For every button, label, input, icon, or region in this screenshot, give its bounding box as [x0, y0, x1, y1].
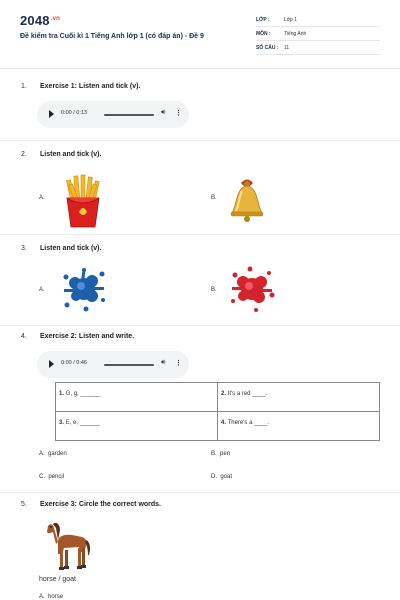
option-text: pencil — [48, 474, 65, 480]
question-number: 3. — [21, 245, 27, 252]
option-b[interactable] — [211, 451, 230, 457]
logo-text: 2048 — [20, 13, 50, 28]
cell-text: There's a ____. — [227, 420, 270, 426]
cell-text: G, g, ______ — [65, 391, 101, 397]
meta-count-row — [256, 44, 380, 55]
french-fries-icon[interactable] — [61, 174, 105, 228]
audio-time: 0:00 / 0:13 — [61, 110, 87, 116]
option-letter[interactable]: B. — [211, 287, 217, 293]
option-a[interactable] — [39, 451, 67, 457]
meta-key: SỐ CÂU : — [256, 45, 279, 51]
option-letter: A. — [39, 451, 45, 457]
audio-time: 0:00 / 0:46 — [61, 360, 87, 366]
option-letter: B. — [211, 451, 217, 457]
question-text: Exercise 2: Listen and write. — [40, 333, 135, 340]
meta-value: Tiếng Anh — [284, 31, 307, 37]
page-title: Đề kiểm tra Cuối kì 1 Tiếng Anh lớp 1 (có đáp án) - Đề 9 — [20, 33, 204, 40]
option-letter: C. — [39, 474, 45, 480]
meta-value: 11 — [284, 45, 290, 51]
option-text: goat — [220, 474, 233, 480]
option-letter: D. — [211, 474, 217, 480]
meta-value: Lớp 1 — [284, 17, 298, 23]
play-icon[interactable] — [49, 110, 54, 118]
option-letter: A. — [39, 594, 45, 600]
horse-icon — [44, 520, 92, 572]
red-paint-splash-icon[interactable] — [228, 265, 276, 313]
meta-key: LỚP : — [256, 17, 270, 23]
question-number: 5. — [21, 501, 27, 508]
option-text: horse — [48, 594, 64, 600]
more-options-icon[interactable]: ⋮ — [175, 110, 182, 117]
cell-number: 4. — [221, 420, 227, 426]
site-logo[interactable] — [20, 13, 60, 28]
divider — [0, 325, 400, 326]
audio-progress-track[interactable] — [104, 114, 154, 116]
audio-progress-track[interactable] — [104, 364, 154, 366]
header — [0, 0, 400, 69]
cell-number: 1. — [59, 391, 65, 397]
cell-text: E, e, ______ — [65, 420, 100, 426]
cell-number: 2. — [221, 391, 227, 397]
question-number: 4. — [21, 333, 27, 340]
volume-icon[interactable]: 🔊︎ — [161, 109, 166, 116]
option-letter[interactable]: A. — [39, 195, 45, 201]
table-cell — [56, 412, 217, 440]
more-options-icon[interactable]: ⋮ — [175, 360, 182, 367]
table-cell — [56, 383, 217, 411]
blue-paint-splash-icon[interactable] — [60, 265, 108, 313]
logo-suffix: .vn — [50, 15, 61, 22]
question-text: Exercise 1: Listen and tick (v). — [40, 83, 141, 90]
table-cell — [218, 412, 379, 440]
volume-icon[interactable]: 🔊︎ — [161, 359, 166, 366]
divider — [0, 140, 400, 141]
audio-player[interactable] — [37, 101, 189, 128]
option-d[interactable] — [211, 474, 232, 480]
divider — [0, 234, 400, 235]
question-text: Listen and tick (v). — [40, 151, 102, 158]
question-number: 2. — [21, 151, 27, 158]
fill-in-table — [55, 382, 380, 441]
option-c[interactable] — [39, 474, 64, 480]
bell-icon[interactable] — [228, 177, 266, 223]
image-caption: horse / goat — [39, 576, 76, 583]
option-text: garden — [48, 451, 67, 457]
option-text: pen — [220, 451, 231, 457]
cell-number: 3. — [59, 420, 65, 426]
option-letter[interactable]: B. — [211, 195, 217, 201]
meta-class-row — [256, 16, 380, 27]
table-cell — [218, 383, 379, 411]
divider — [0, 492, 400, 493]
question-text: Exercise 3: Circle the correct words. — [40, 501, 161, 508]
audio-player[interactable] — [37, 351, 189, 378]
meta-subject-row — [256, 30, 380, 41]
play-icon[interactable] — [49, 360, 54, 368]
option-a[interactable] — [39, 594, 63, 600]
option-letter[interactable]: A. — [39, 287, 45, 293]
question-number: 1. — [21, 83, 27, 90]
question-text: Listen and tick (v). — [40, 245, 102, 252]
cell-text: It's a red ____. — [227, 391, 268, 397]
meta-key: MÔN : — [256, 31, 271, 37]
